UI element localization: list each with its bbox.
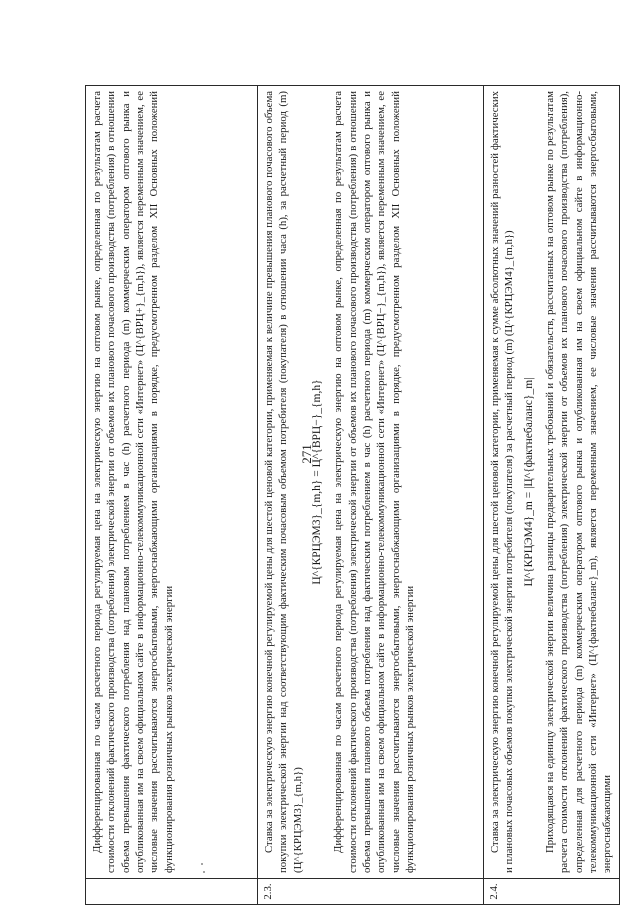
scan-speck	[203, 871, 205, 873]
paragraph: Приходящаяся на единицу электрической энергии величина разницы предварительных требований и обязательств, рассчитанных на оптовом рынке по результатам расчета стоимости отклонений фактического производства (потребления) электрической энергии от объемов их планового почасового производства (потребления), определенная для расчетного периода (m) коммерческим оператором оптового рынка и опубликованная им на своем официальном сайте в информационно-телекоммуникационной сети «Интернет» (Ц^{фактнебаланс}_m), является переменным значением, ее числовые значения рассчитываются энергосбытовыми, энергоснабжающими	[544, 91, 614, 873]
table-row	[484, 86, 620, 905]
rotated-page-content	[85, 85, 617, 905]
row-number: 2.3.	[258, 879, 484, 905]
row-number: 2.4.	[484, 879, 620, 905]
formula: Ц^{КРЦЭМ3}_{m,h} = Ц^{ВРЦ−}_{m,h}	[311, 379, 324, 585]
table-row	[86, 86, 258, 905]
row-number	[86, 879, 258, 905]
paragraph: Дифференцированная по часам расчетного периода регулируемая цена на электрическую энергию на оптовом рынке, определенная по результатам расчета стоимости отклонений фактического производства (потребления) электрической энергии от объемов их планового почасового производства (потребления) в отношении объема превышения фактического потребления над плановым потреблением в час (h) расчетного периода (m) коммерческим оператором оптового рынка и опубликованная им на своем официальном сайте в информационно-телекоммуникационной сети «Интернет» (Ц^{ВРЦ+}_{m,h}), является переменным значением, ее числовые значения рассчитываются энергосбытовыми, энергоснабжающими организациями в порядке, предусмотренном разделом XII Основных положений функционирования розничных рынков электрической энергии	[91, 91, 175, 873]
paragraph: Ставка за электрическую энергию конечной регулируемой цены для шестой ценовой категории, применяемая к величине превышения планового почасового объема покупки электрической энергии над соответствующим фактическим почасовым объемом потребителя (покупателя) в отношении часа (h), за расчетный период (m) (Ц^{КРЦЭМ3}_{m,h})	[263, 91, 304, 873]
regulation-table	[85, 85, 620, 905]
row-text-cell	[86, 86, 258, 879]
scan-speck	[201, 863, 203, 865]
paragraph: Дифференцированная по часам расчетного периода регулируемая цена на электрическую энергию на оптовом рынке, определенная по результатам расчета стоимости отклонений фактического производства (потребления) электрической энергии от объемов их планового почасового производства (потребления) в отношении объема превышения планового объема потребления над фактическим потреблением в час (h) расчетного периода (m) коммерческим оператором оптового рынка и опубликованная им на своем официальном сайте в информационно-телекоммуникационной сети «Интернет» (Ц^{ВРЦ−}_{m,h}), является переменным значением, ее числовые значения рассчитываются энергосбытовыми, энергоснабжающими организациями в порядке, предусмотренном разделом XII Основных положений функционирования розничных рынков электрической энергии	[332, 91, 417, 873]
page-number: 271	[299, 444, 314, 464]
table-row	[258, 86, 484, 905]
paragraph: Ставка за электрическую энергию конечной регулируемой цены для шестой ценовой категории, применяемая к сумме абсолютных значений разностей фактических и плановых почасовых объемов покупки электрической энергии потребителя (покупателя) за расчетный период (m) (Ц^{КРЦЭМ4}_{m,h})	[489, 91, 516, 873]
row-text-cell	[484, 86, 620, 879]
formula: Ц^{КРЦЭМ4}_m = |Ц^{фактнебаланс}_m|	[522, 377, 535, 587]
row-text-cell	[258, 86, 484, 879]
